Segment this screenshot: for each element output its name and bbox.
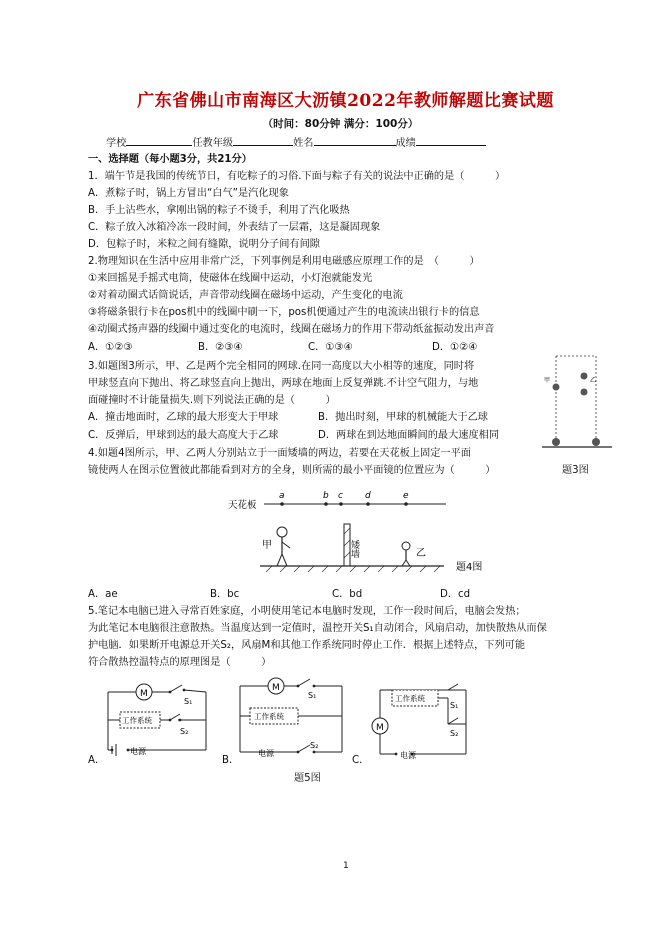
q4-option-b: B．bc xyxy=(210,589,240,600)
score-label: 成绩 xyxy=(395,138,416,149)
ball-yi-ground xyxy=(592,438,600,446)
ceiling-label: 天花板 xyxy=(228,500,257,511)
motor-b-label: M xyxy=(272,683,280,693)
q4-option-d: D．cd xyxy=(440,589,471,600)
switch-s1-a-label: S₁ xyxy=(184,697,193,706)
q5-line-1: 5.笔记本电脑已进入寻常百姓家庭，小明使用笔记本电脑时发现，工作一段时间后，电脑会发热； xyxy=(88,606,526,617)
ball-yi-label: 乙 xyxy=(590,377,597,384)
person-jia-label: 甲 xyxy=(262,540,272,551)
point-d-label: d xyxy=(365,491,371,501)
point-d xyxy=(366,502,370,506)
work-system-c-label: 工作系统 xyxy=(395,694,425,703)
switch-s2-b xyxy=(298,745,310,752)
wall-label: 矮墙 xyxy=(349,540,359,558)
power-a-label: 电源 xyxy=(130,747,146,756)
q2-item-4: ④动圈式扬声器的线圈中通过变化的电流时，线圈在磁场力的作用下带动纸盆振动发出声音 xyxy=(88,324,495,335)
ball-yi-lower xyxy=(581,389,588,396)
point-c-label: c xyxy=(338,491,343,501)
person-yi-label: 乙 xyxy=(416,548,426,559)
name-blank xyxy=(314,134,396,146)
info-row xyxy=(106,134,486,152)
q3-line-2: 甲球竖直向下抛出、将乙球竖直向上抛出，两球在地面上反复弹跳.不计空气阻力，与地 xyxy=(88,378,479,389)
person-yi-leg-1 xyxy=(402,560,406,566)
person-jia-leg-1 xyxy=(277,554,282,566)
figure-3-caption: 题3图 xyxy=(562,465,589,476)
q3-option-a: A．撞击地面时，乙球的最大形变大于甲球 xyxy=(88,412,279,423)
switch-s1-b xyxy=(298,679,310,686)
school-blank xyxy=(126,134,192,146)
point-e-label: e xyxy=(403,491,409,501)
switch-s1-a xyxy=(170,685,182,692)
q2-item-1: ①来回摇晃手摇式电筒，使磁体在线圈中运动，小灯泡就能发光 xyxy=(88,273,373,284)
school-label: 学校 xyxy=(106,138,127,149)
figure-4-caption: 题4图 xyxy=(456,562,483,573)
score-blank xyxy=(416,134,486,146)
switch-s2-c-label: S₂ xyxy=(450,729,459,738)
q4-option-c: C．bd xyxy=(332,589,363,600)
person-jia-head xyxy=(277,527,287,537)
motor-c-label: M xyxy=(376,723,384,733)
person-jia-leg-2 xyxy=(282,554,287,566)
point-a xyxy=(280,502,284,506)
circuit-c xyxy=(370,680,472,764)
switch-s2-c xyxy=(448,718,458,724)
work-system-a-label: 工作系统 xyxy=(122,716,152,725)
figure-4-diagram xyxy=(220,484,500,580)
circuit-c-option: C． xyxy=(352,755,370,766)
point-c xyxy=(339,502,343,506)
switch-s2-b-label: S₂ xyxy=(310,741,319,750)
figure-5-caption: 题5图 xyxy=(294,773,321,784)
work-system-b-label: 工作系统 xyxy=(254,712,284,721)
point-e xyxy=(404,502,408,506)
exam-subtitle: （时间：80分钟 满分：100分） xyxy=(262,118,419,130)
q3-option-c: C．反弹后，甲球到达的最大高度大于乙球 xyxy=(88,430,279,441)
q1-stem: 1．端午节是我国的传统节日，有吃粽子的习俗.下面与粽子有关的说法中正确的是（ ） xyxy=(88,171,506,182)
ground-hatch xyxy=(266,566,440,572)
grade-blank xyxy=(233,134,293,146)
point-b-label: b xyxy=(323,491,329,501)
q2-option-a: A．①②③ xyxy=(88,342,133,353)
q5-line-3: 护电脑．如果断开电源总开关S₂，风扇M和其他工作系统同时停止工作．根据上述特点，下列可能 xyxy=(88,640,526,651)
q2-option-b: B．②③④ xyxy=(198,342,243,353)
ball-jia-ground xyxy=(552,438,560,446)
q3-line-1: 3.如题图3所示，甲、乙是两个完全相同的网球.在同一高度以大小相等的速度，同时将 xyxy=(88,361,475,372)
circuit-a xyxy=(100,678,212,764)
point-a-label: a xyxy=(279,491,285,501)
q3-line-3: 面碰撞时不计能量损失.则下列说法正确的是（ ） xyxy=(88,395,336,406)
q2-item-2: ②对着动圈式话筒说话，声音带动线圈在磁场中运动，产生变化的电流 xyxy=(88,290,403,301)
q3-option-b: B．抛出时刻，甲球的机械能大于乙球 xyxy=(318,412,488,423)
power-c-label: 电源 xyxy=(400,751,416,760)
q1-option-b: B．手上沾些水，拿刚出锅的粽子不烫手，利用了汽化吸热 xyxy=(88,205,350,216)
point-b xyxy=(324,502,328,506)
switch-s1-b-label: S₁ xyxy=(308,691,317,700)
q5-line-2: 为此笔记本电脑很注意散热。当温度达到一定值时，温控开关S₁自动闭合，风扇启动，加快散热从而保 xyxy=(88,623,547,634)
ball-jia-label: 甲 xyxy=(544,377,551,384)
circuit-b xyxy=(232,674,350,764)
person-yi-leg-2 xyxy=(406,560,410,566)
q2-option-c: C．①③④ xyxy=(308,342,353,353)
person-jia-arm xyxy=(282,542,290,548)
switch-s2-a xyxy=(170,714,180,720)
person-yi-head xyxy=(402,542,410,550)
q3-option-d: D．两球在到达地面瞬间的最大速度相同 xyxy=(318,430,500,441)
q2-stem: 2.物理知识在生活中应用非常广泛，下列事例是利用电磁感应原理工作的是 （ ） xyxy=(88,256,480,267)
q4-line-1: 4.如题4图所示，甲、乙两人分别站立于一面矮墙的两边，若要在天花板上固定一平面 xyxy=(88,448,471,459)
exam-title: 广东省佛山市南海区大沥镇2022年教师解题比赛试题 xyxy=(137,91,554,111)
ball-yi-upper xyxy=(581,373,588,380)
switch-s1-c-label: S₁ xyxy=(450,701,459,710)
figure-3-diagram xyxy=(540,352,616,454)
q1-option-d: D．包粽子时，米粒之间有缝隙，说明分子间有间隙 xyxy=(88,239,320,250)
q1-option-c: C．粽子放入冰箱冷冻一段时间，外表结了一层霜，这是凝固现象 xyxy=(88,222,381,233)
grade-label: 任教年级 xyxy=(192,138,234,149)
q4-line-2: 镜使两人在图示位置彼此都能看到对方的全身，则所需的最小平面镜的位置应为（ ） xyxy=(88,465,496,476)
q2-option-d: D．①②④ xyxy=(432,342,478,353)
q5-line-4: 符合散热控温特点的原理图是（ ） xyxy=(88,657,272,668)
ball-jia xyxy=(553,384,560,391)
name-label: 姓名 xyxy=(293,138,314,149)
motor-a-label: M xyxy=(140,689,148,699)
circuit-b-option: B． xyxy=(222,755,240,766)
switch-s2-a-label: S₂ xyxy=(180,727,189,736)
q2-item-3: ③将磁条银行卡在pos机中的线圈中刷一下，pos机便通过产生的电流读出银行卡的信息 xyxy=(88,307,480,318)
page-number: 1 xyxy=(343,861,349,871)
section-heading: 一、选择题（每小题3分，共21分） xyxy=(88,154,252,165)
q4-option-a: A．ae xyxy=(88,589,118,600)
circuit-a-option: A． xyxy=(88,755,106,766)
q1-option-a: A．煮粽子时，锅上方冒出“白气”是汽化现象 xyxy=(88,188,289,199)
switch-s1-c xyxy=(448,684,458,690)
power-b-label: 电源 xyxy=(258,749,274,758)
